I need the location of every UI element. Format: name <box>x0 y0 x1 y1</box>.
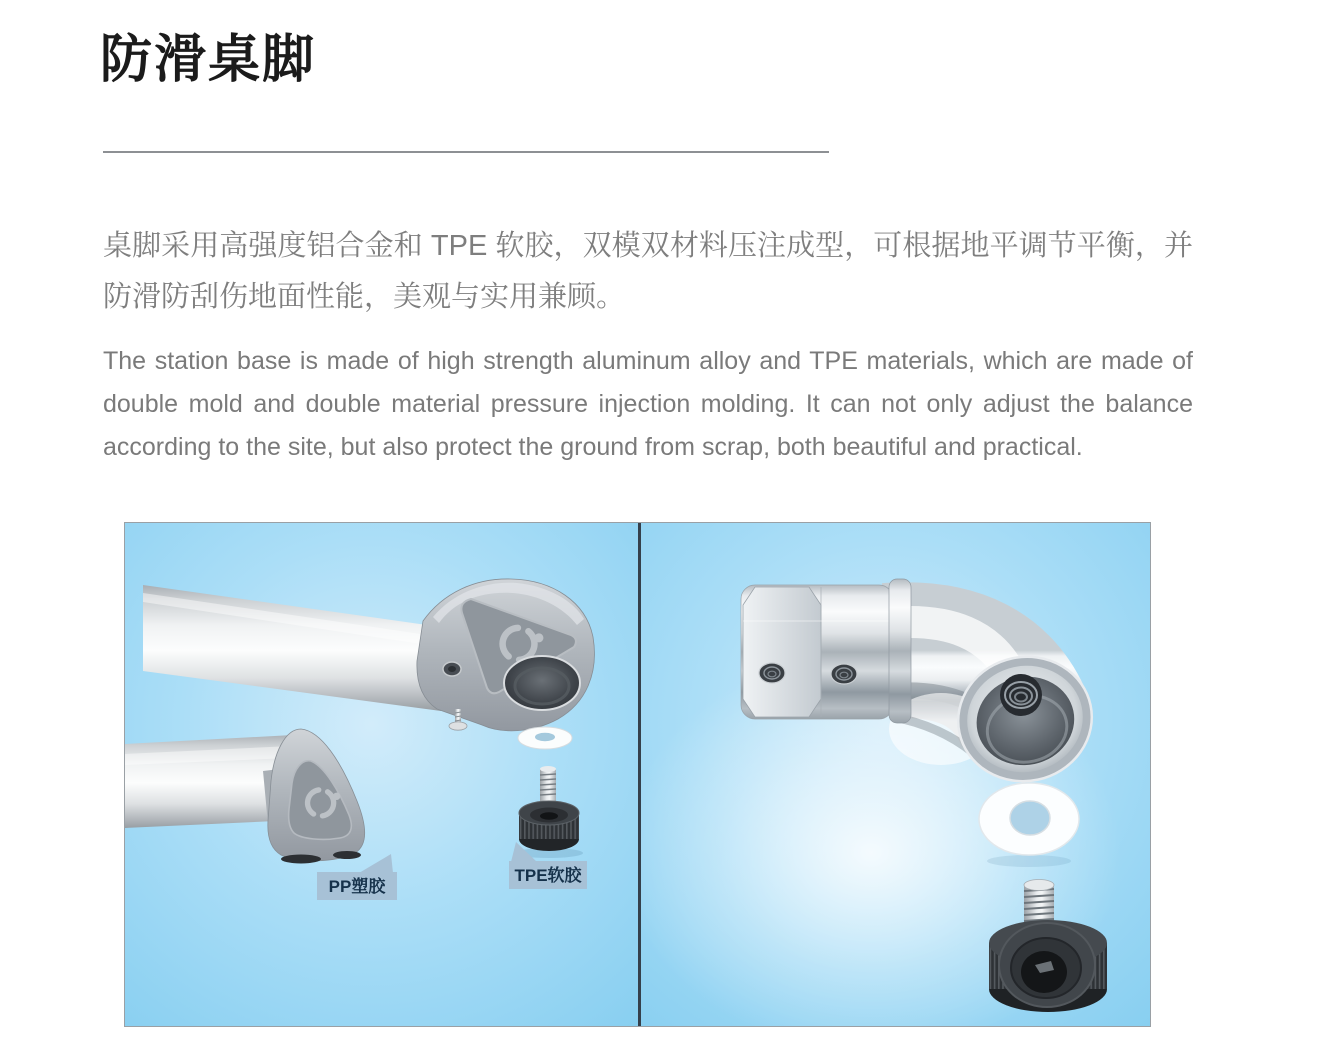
product-figure <box>124 522 1151 1027</box>
side-threaded-hole <box>759 663 785 683</box>
intro-paragraph-zh: 桌脚采用高强度铝合金和 TPE 软胶，双模双材料压注成型，可根据地平调节平衡，并防滑防刮伤地面性能，美观与实用兼顾。 <box>103 230 1193 313</box>
title-divider <box>103 151 829 153</box>
corner-bracket <box>417 579 595 731</box>
page-title: 防滑桌脚 <box>100 31 317 89</box>
callout-tpe-label: TPE软胶 <box>514 866 582 885</box>
right-panel-image <box>641 523 1150 1026</box>
threaded-hole <box>1000 674 1042 716</box>
callout-pp-label: PP塑胶 <box>328 877 386 896</box>
washer <box>518 727 572 749</box>
cylinder-end <box>741 579 911 723</box>
intro-paragraph-en: The station base is made of high strength aluminum alloy and TPE materials, which are made of double mold and double material pressure injection molding. It can not only adjust the balance according to the site, but also protect the ground from scrap, both beautiful and practical. <box>103 347 1193 461</box>
side-threaded-hole <box>831 664 857 684</box>
left-panel-image <box>125 523 638 1026</box>
